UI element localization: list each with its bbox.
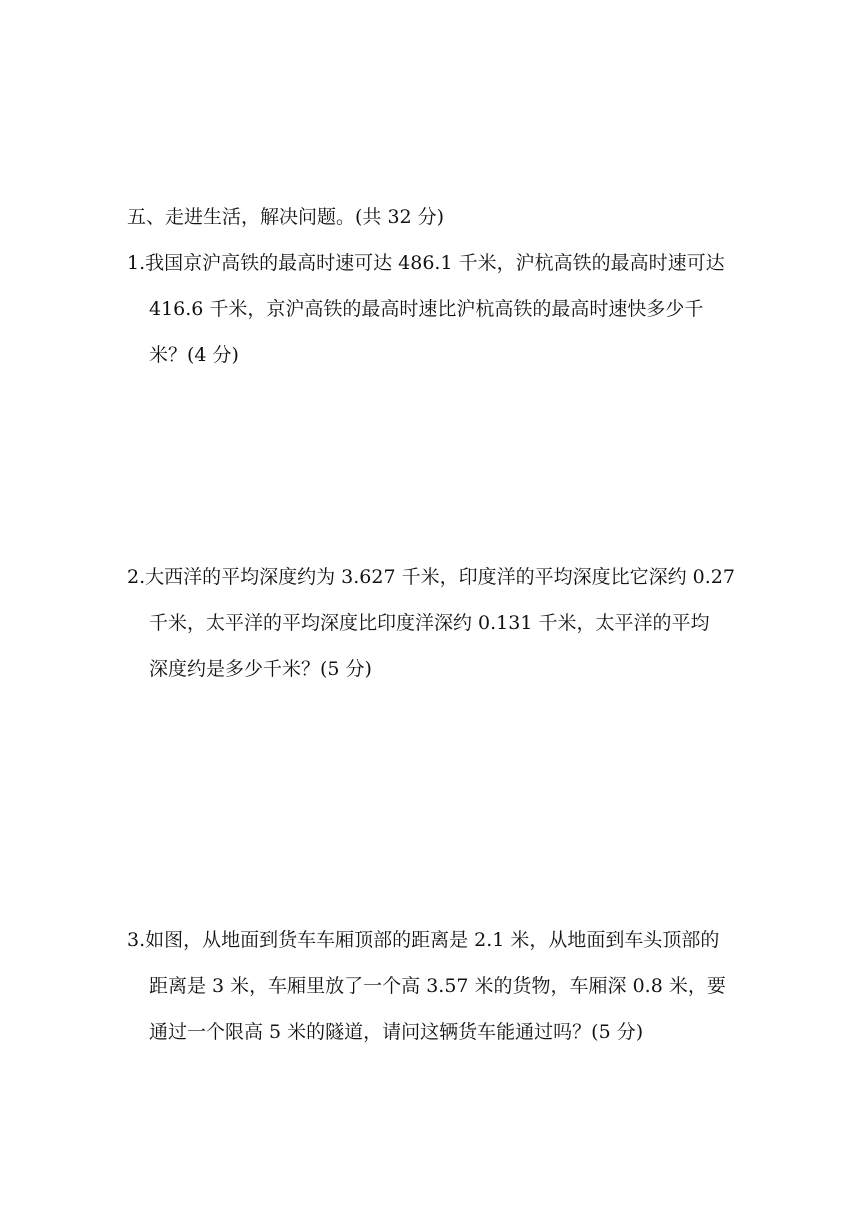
problem-1-line-2: 416.6 千米，京沪高铁的最高时速比沪杭高铁的最高时速快多少千 — [149, 298, 704, 320]
problem-1-line-3: 米？(4 分) — [149, 344, 239, 366]
problem-2-line-2: 千米，太平洋的平均深度比印度洋深约 0.131 千米，太平洋的平均 — [149, 612, 710, 634]
problem-3-line-1: 3.如图，从地面到货车车厢顶部的距离是 2.1 米，从地面到车头顶部的 — [127, 929, 720, 951]
problem-3-line-3: 通过一个限高 5 米的隧道，请问这辆货车能通过吗？(5 分) — [149, 1021, 644, 1043]
answer-space-1[interactable] — [127, 370, 739, 550]
answer-space-3[interactable] — [127, 1050, 739, 1200]
problem-1-line-1: 1.我国京沪高铁的最高时速可达 486.1 千米，沪杭高铁的最高时速可达 — [127, 252, 725, 274]
problem-3-line-2: 距离是 3 米，车厢里放了一个高 3.57 米的货物，车厢深 0.8 米，要 — [149, 975, 726, 997]
problem-2-line-1: 2.大西洋的平均深度约为 3.627 千米，印度洋的平均深度比它深约 0.27 — [127, 566, 735, 588]
problem-2-line-3: 深度约是多少千米？(5 分) — [149, 658, 372, 680]
answer-space-2[interactable] — [127, 685, 739, 915]
section-title: 五、走进生活，解决问题。(共 32 分) — [127, 206, 445, 228]
